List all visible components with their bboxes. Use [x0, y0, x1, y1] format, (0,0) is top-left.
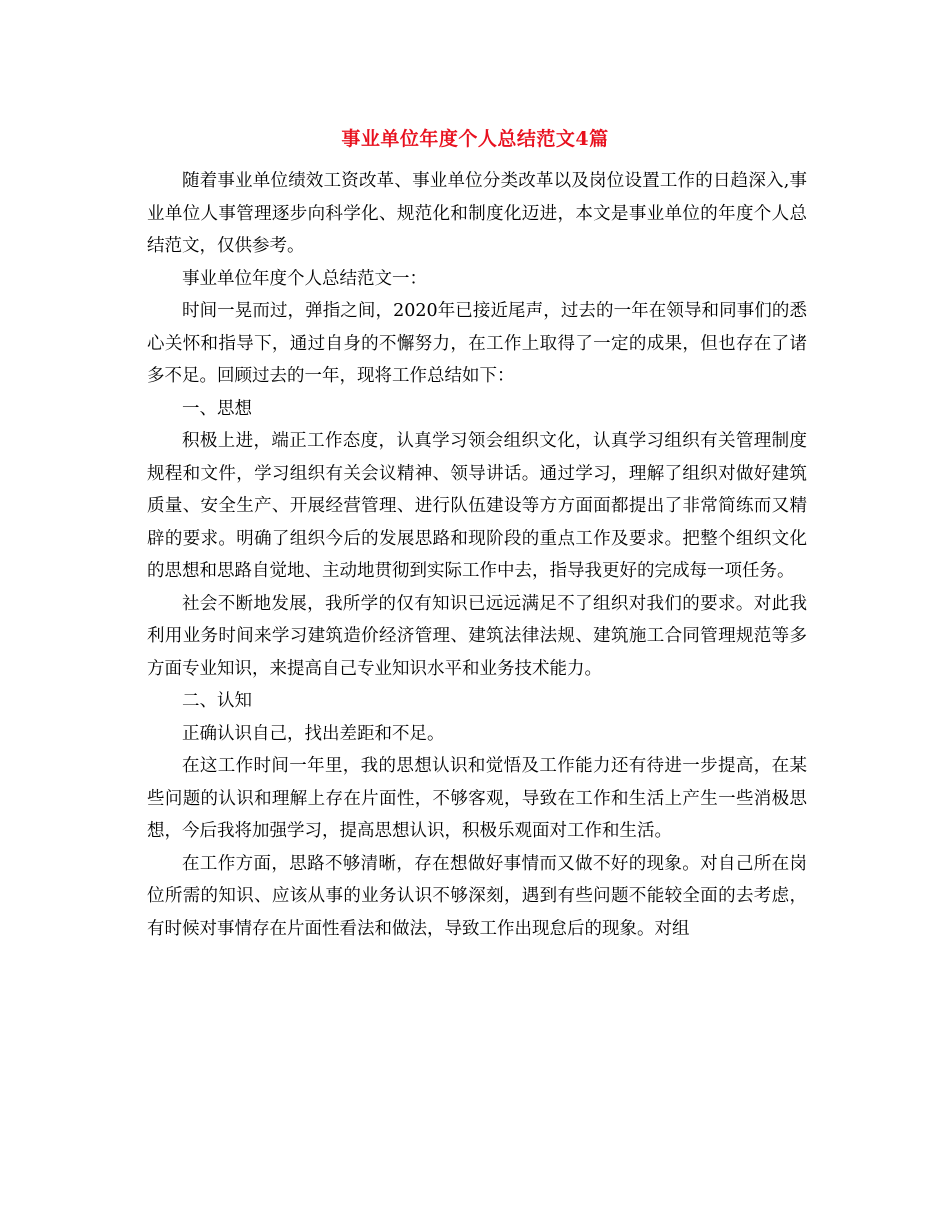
paragraph: 在工作方面，思路不够清晰，存在想做好事情而又做不好的现象。对自己所在岗位所需的知识、应该从事的业务认识不够深刻，遇到有些问题不能较全面的去考虑，有时候对事情存在片面性看法和做法，导致工作出现怠后的现象。对组	[147, 853, 807, 939]
paragraph-intro: 随着事业单位绩效工资改革、事业单位分类改革以及岗位设置工作的日趋深入,事业单位人事管理逐步向科学化、规范化和制度化迈进，本文是事业单位的年度个人总结范文，仅供参考。	[147, 171, 807, 256]
paragraph-heading-cognition: 二、认知	[182, 691, 252, 711]
paragraph: 时间一晃而过，弹指之间，2020年已接近尾声，过去的一年在领导和同事们的悉心关怀和指导下，通过自身的不懈努力，在工作上取得了一定的成果，但也存在了诸多不足。回顾过去的一年，现将工作总结如下：	[147, 301, 807, 386]
paragraph: 积极上进，端正工作态度，认真学习领会组织文化，认真学习组织有关管理制度规程和文件，学习组织有关会议精神、领导讲话。通过学习，理解了组织对做好建筑质量、安全生产、开展经营管理、进行队伍建设等方方面面都提出了非常简练而又精辟的要求。明确了组织今后的发展思路和现阶段的重点工作及要求。把整个组织文化的思想和思路自觉地、主动地贯彻到实际工作中去，指导我更好的完成每一项任务。	[147, 431, 807, 581]
paragraph: 社会不断地发展，我所学的仅有知识已远远满足不了组织对我们的要求。对此我利用业务时间来学习建筑造价经济管理、建筑法律法规、建筑施工合同管理规范等多方面专业知识，来提高自己专业知识水平和业务技术能力。	[147, 593, 807, 679]
document-body	[147, 165, 807, 945]
paragraph-section-heading: 事业单位年度个人总结范文一：	[182, 268, 427, 289]
document-title: 事业单位年度个人总结范文4篇	[341, 128, 609, 150]
paragraph: 正确认识自己，找出差距和不足。	[182, 723, 445, 744]
paragraph: 在这工作时间一年里，我的思想认识和觉悟及工作能力还有待进一步提高，在某些问题的认识和理解上存在片面性，不够客观，导致在工作和生活上产生一些消极思想，今后我将加强学习，提高思想认识，积极乐观面对工作和生活。	[147, 756, 807, 841]
paragraph-heading-thought: 一、思想	[182, 398, 252, 419]
